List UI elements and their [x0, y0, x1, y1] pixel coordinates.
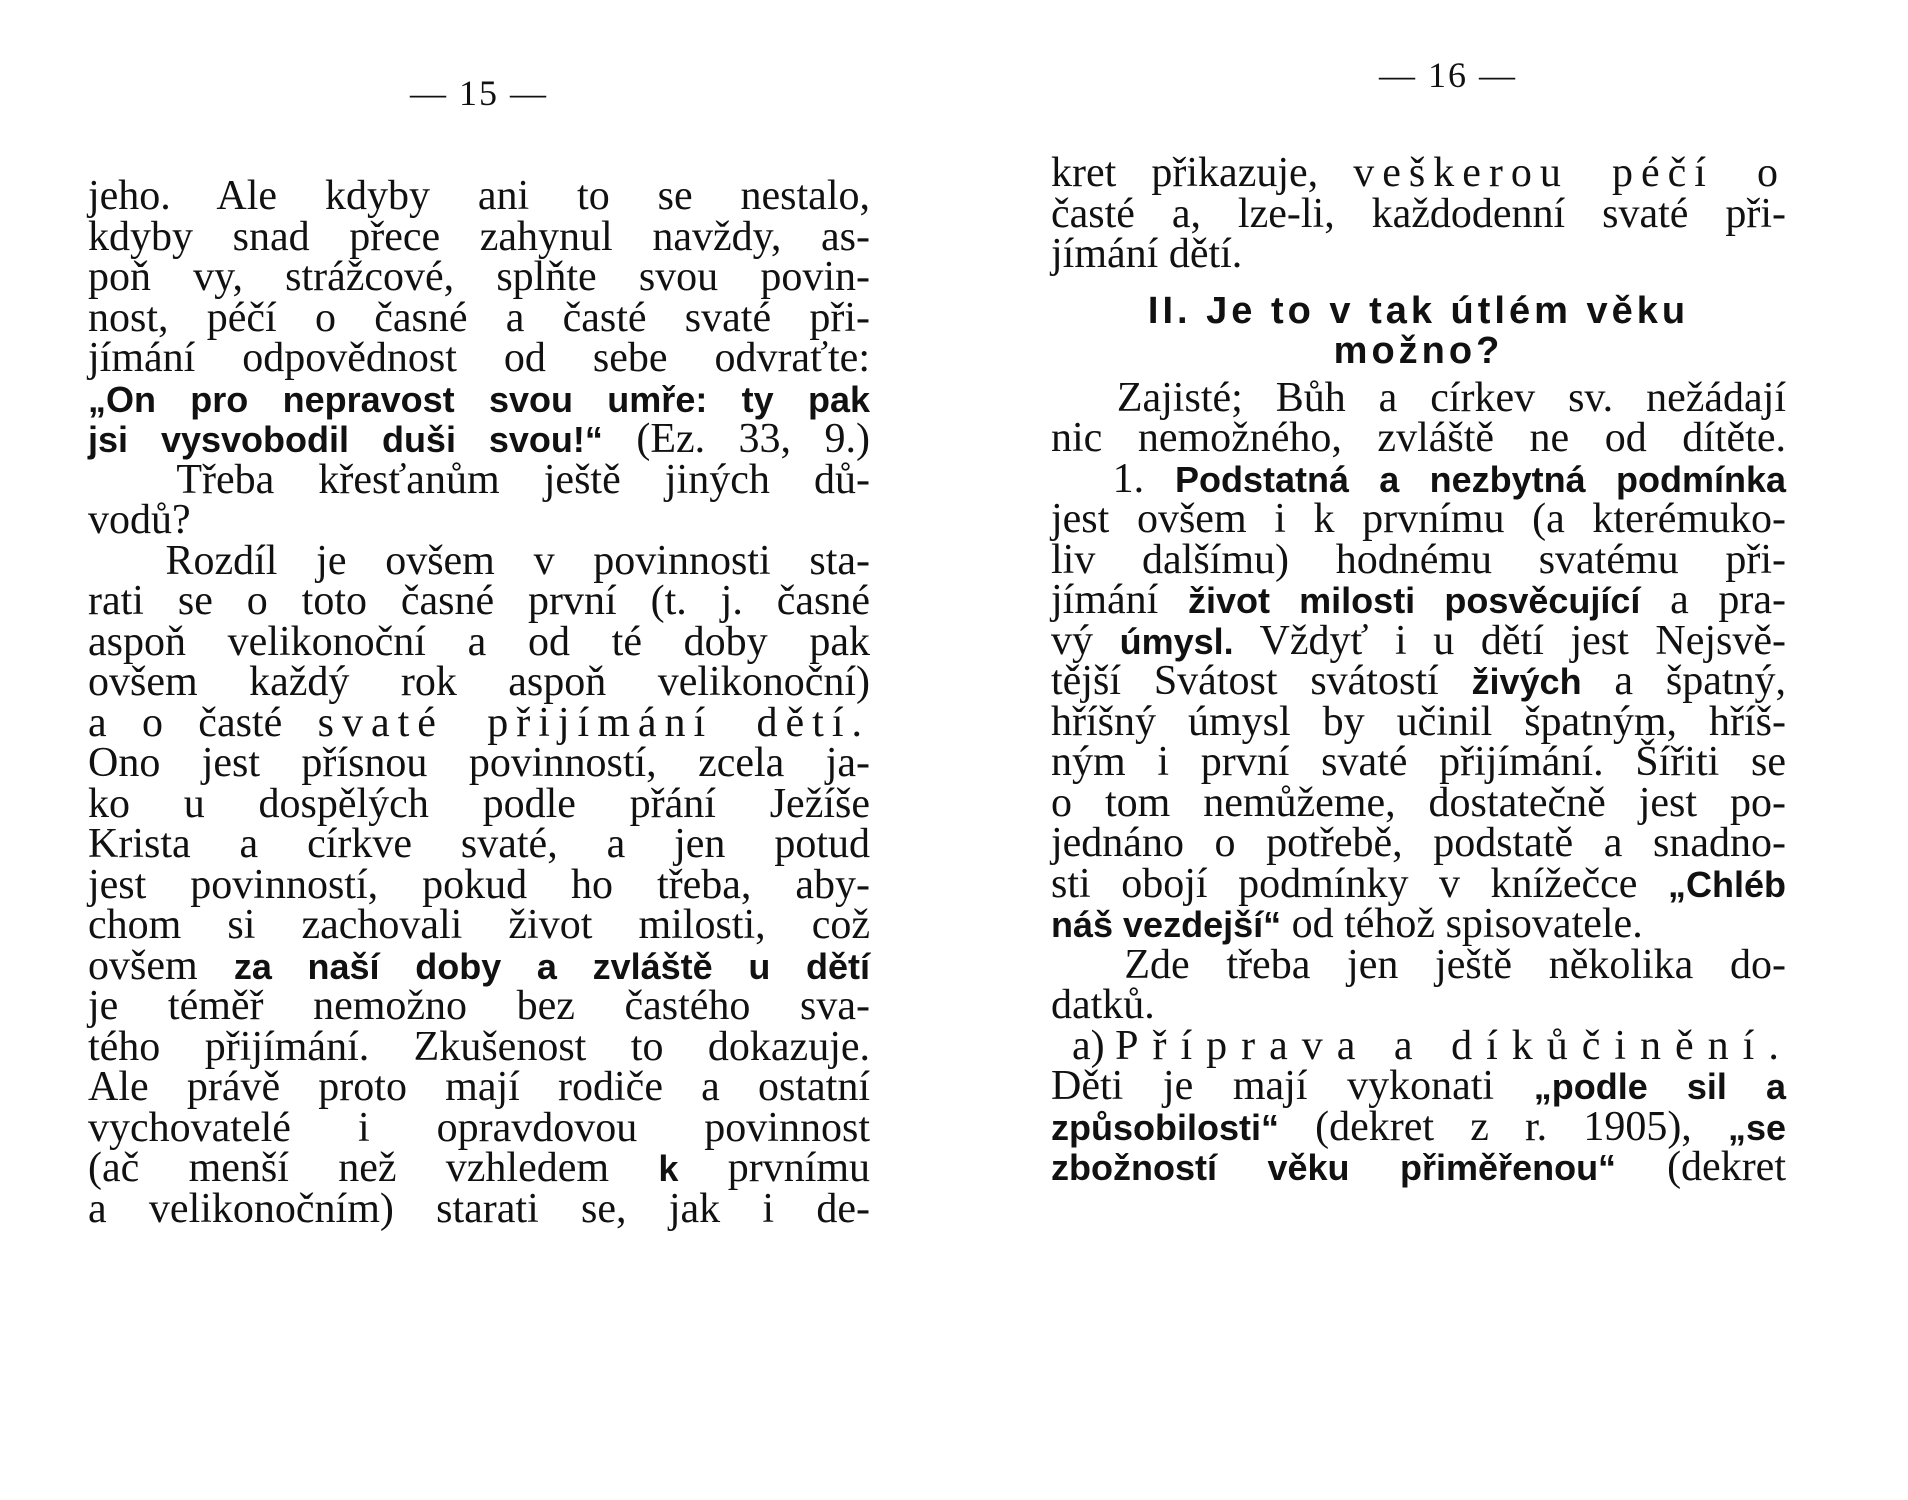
spaced-emphasis: Příprava a díkůčinění. — [1115, 1022, 1793, 1069]
text-line: Zde třeba jen ještě několika do- — [1124, 941, 1787, 988]
text-line: kret přikazuje, veškerou péčí o — [1051, 150, 1786, 196]
text-line: jest povinností, pokud ho třeba, aby- — [88, 861, 870, 908]
text-line — [88, 379, 870, 420]
bold-phrase: „Chléb — [1667, 863, 1786, 905]
text-line: nost, péčí o časné a časté svaté při- — [88, 294, 870, 341]
text-line: náš vezdejší“ od téhož spisovatele. — [1051, 901, 1643, 947]
text-line: jímání dětí. — [1051, 231, 1243, 277]
text-line: jeho. Ale kdyby ani to se nestalo, — [88, 173, 870, 219]
text-line: hříšný úmysl by učinil špatným, hříš- — [1051, 698, 1786, 745]
text-line: způsobilosti“ (dekret z r. 1905), „se — [1051, 1103, 1787, 1150]
text-line: sti obojí podmínky v knížečce „Chléb — [1051, 860, 1786, 907]
text-line: (ač menší než vzhledem k prvnímu — [88, 1145, 871, 1191]
section-heading: II. Je to v tak útlém věku — [1147, 289, 1690, 332]
text-line: datků. — [1051, 982, 1155, 1028]
text-line: Třeba křesťanům ještě jiných dů- — [176, 456, 871, 503]
bold-phrase: za naší doby a zvláště u dětí — [233, 945, 870, 987]
text-line: Zajisté; Bůh a církev sv. nežádají — [1116, 374, 1787, 421]
text-line: ko u dospělých podle přání Ježíše — [88, 780, 870, 827]
text-line: o tom nemůžeme, dostatečně jest po- — [1051, 779, 1786, 826]
left-page-text — [88, 173, 871, 1232]
text-line: 1. Podstatná a nezbytná podmínka — [1112, 455, 1787, 502]
right-page-text — [1051, 150, 1793, 1190]
text-line: rati se o toto časné první (t. j. časné — [88, 578, 870, 624]
text-line: ným i první svaté přijímání. Šířiti se — [1051, 739, 1786, 785]
quote-bold: „On pro nepravost svou umře: ty pak — [88, 378, 870, 420]
text-line: poň vy, strážcové, splňte svou povin- — [88, 254, 870, 300]
text-line: a velikonočním) starati se, jak i de- — [88, 1185, 870, 1232]
text-line: jímání život milosti posvěcující a pra- — [1051, 577, 1787, 623]
text-line: tého přijímání. Zkušenost to dokazuje. — [88, 1023, 870, 1070]
bold-letter: k — [658, 1148, 679, 1189]
page-number-left: — 15 — — [410, 73, 548, 113]
text-line: jímání odpovědnost od sebe odvraťte: — [88, 335, 870, 381]
spaced-emphasis: svaté přijímání dětí. — [317, 699, 871, 746]
page-number-right: — 16 — — [1379, 55, 1517, 95]
text-line: Rozdíl je ovšem v povinnosti sta- — [165, 537, 871, 584]
text-line: a) Příprava a díkůčinění. — [1072, 1022, 1793, 1069]
text-line: vychovatelé i opravdovou povinnost — [88, 1104, 870, 1151]
text-line: jednáno o potřebě, podstatě a snadno- — [1051, 820, 1786, 866]
text-line: liv dalšímu) hodnému svatému při- — [1051, 536, 1786, 583]
text-line: Děti je mají vykonati „podle sil a — [1051, 1063, 1787, 1109]
text-line: zbožností věku přiměřenou“ (dekret — [1051, 1144, 1786, 1190]
text-line: ovšem každý rok aspoň velikonoční) — [88, 659, 870, 705]
text-line: Ono jest přísnou povinností, zcela ja- — [88, 740, 870, 786]
text-line: je téměř nemožno bez častého sva- — [88, 983, 870, 1029]
text-line: chom si zachovali život milosti, což — [88, 902, 870, 948]
right-page — [954, 0, 1908, 1500]
text-line: časté a, lze-li, každodenní svaté při- — [1051, 190, 1786, 237]
text-line: vodů? — [88, 497, 191, 543]
spaced-emphasis: veškerou péčí o — [1353, 150, 1786, 196]
bold-phrase: „se — [1727, 1106, 1787, 1148]
bible-reference: (Ez. 33, 9.) — [636, 416, 870, 462]
bold-phrase: život milosti posvěcující — [1188, 580, 1641, 621]
bold-phrase: náš vezdejší“ — [1051, 904, 1282, 945]
bold-phrase: živých — [1471, 661, 1582, 702]
bold-phrase: úmysl. — [1119, 620, 1234, 662]
quote-bold: jsi vysvobodil duši svou!“ — [88, 419, 603, 460]
bold-phrase: způsobilosti“ — [1051, 1106, 1279, 1148]
text-line: a o časté svaté přijímání dětí. — [88, 699, 871, 746]
text-line: ovšem za naší doby a zvláště u dětí — [88, 942, 870, 989]
text-line: Krista a církve svaté, a jen potud — [88, 821, 870, 867]
text-line: Ale právě proto mají rodiče a ostatní — [88, 1064, 870, 1110]
text-line — [88, 416, 870, 462]
text-line: aspoň velikonoční a od té doby pak — [88, 618, 870, 665]
section-heading: možno? — [1333, 330, 1504, 372]
text-line: vý úmysl. Vždyť i u dětí jest Nejsvě- — [1051, 617, 1786, 664]
text-line: kdyby snad přece zahynul navždy, as- — [88, 213, 870, 260]
text-line: jest ovšem i k prvnímu (a kterémuko- — [1051, 496, 1786, 542]
bold-phrase: „podle sil a — [1533, 1066, 1787, 1107]
text-line: nic nemožného, zvláště ne od dítěte. — [1051, 415, 1786, 461]
text-line: tější Svátost svátostí živých a špatný, — [1051, 658, 1787, 704]
bold-phrase: Podstatná a nezbytná podmínka — [1174, 458, 1787, 500]
bold-phrase: zbožností věku přiměřenou“ — [1051, 1147, 1617, 1188]
